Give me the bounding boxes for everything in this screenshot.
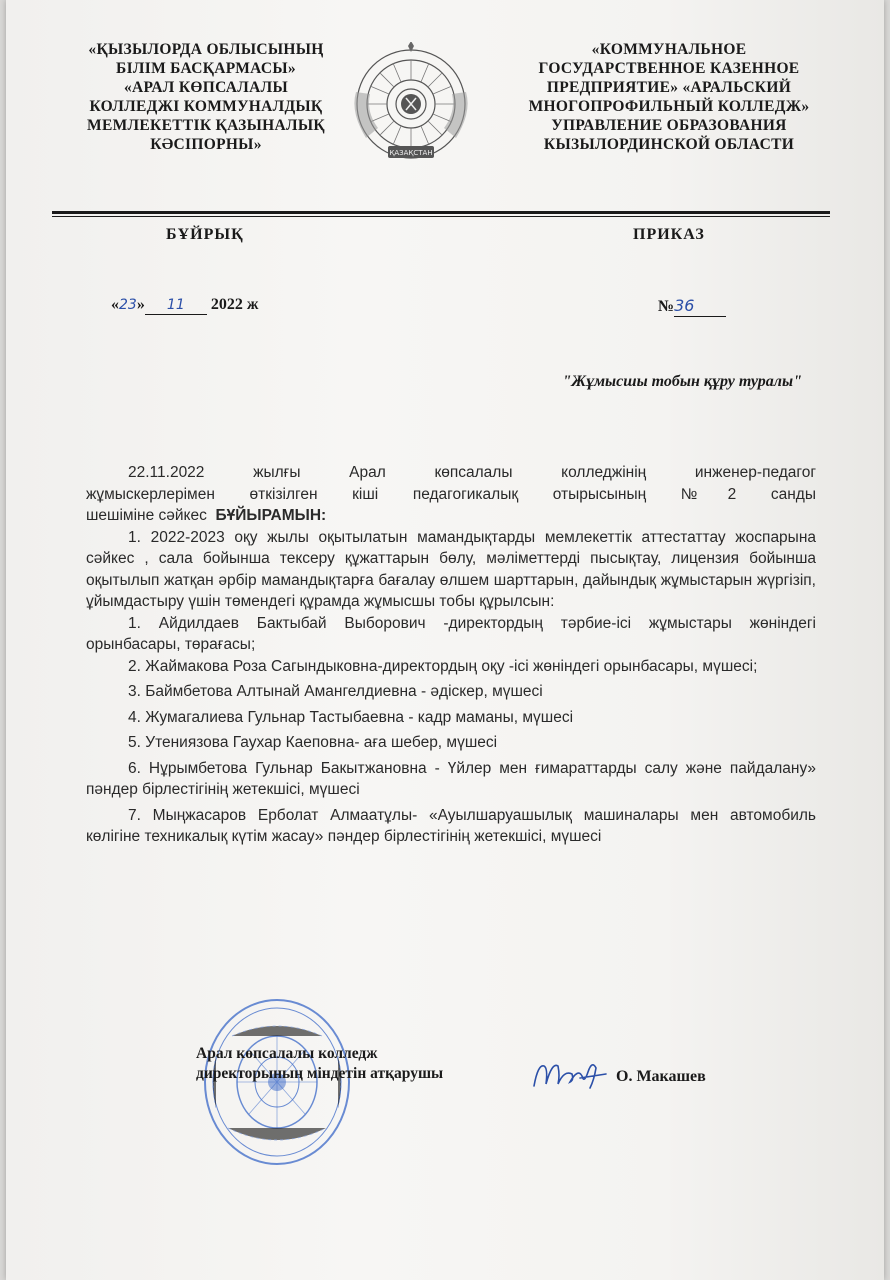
number-prefix: №: [658, 298, 675, 315]
header-russian: [494, 40, 844, 154]
header-ru-line: УПРАВЛЕНИЕ ОБРАЗОВАНИЯ: [551, 117, 787, 134]
date-day: 23: [119, 297, 137, 313]
header-ru-line: «КОММУНАЛЬНОЕ: [591, 41, 747, 58]
header-ru-line: ГОСУДАРСТВЕННОЕ КАЗЕННОЕ: [538, 60, 800, 77]
number-value: 36: [674, 296, 695, 315]
order-body: [86, 462, 816, 848]
doc-type-russian: ПРИКАЗ: [633, 226, 705, 243]
header-kz-line: МЕМЛЕКЕТТІК ҚАЗЫНАЛЫҚ: [87, 117, 325, 134]
date-year: 2022 ж: [210, 296, 259, 313]
signatory-line: Арал көпсалалы колледж: [196, 1045, 378, 1062]
member-item: 5. Утениязова Гаухар Каеповна- аға шебер, мүшесі: [128, 734, 498, 751]
member-item: 6. Нұрымбетова Гульнар Бакытжановна - Үйлер мен ғимараттарды салу және пайдалану» пәндер бірлестігінің жетекшісі, мүшесі: [86, 759, 816, 798]
document-page: [6, 0, 884, 1280]
date-month: 11: [166, 297, 185, 313]
header-kz-line: БІЛІМ БАСҚАРМАСЫ»: [116, 60, 296, 77]
header-ru-line: ПРЕДПРИЯТИЕ» «АРАЛЬСКИЙ: [546, 79, 792, 96]
header-kz-line: КӘСІПОРНЫ»: [150, 136, 262, 153]
emblem-label: ҚАЗАҚСТАН: [389, 149, 433, 157]
header-kazakh: [46, 40, 366, 154]
date-close-quote: »: [136, 296, 145, 313]
point-1: 1. 2022-2023 оқу жылы оқытылатын мамандықтарды мемлекеттік аттестаттау жоспарына сәйкес , сала бойынша тексеру құжаттарын бөлу, мәліметтерді пысықтау, лицензия бойынша оқытылып жатқан әрбір мамандықтарға бағалау өлшем шарттарын, дайындық жұмыстарын жүргізіп, ұйымдастыру үшін төмендегі құрамда жұмысшы тобы құрылсын:: [86, 528, 816, 610]
header-kz-line: «АРАЛ КӨПСАЛАЛЫ: [123, 79, 289, 96]
document-date: [111, 296, 258, 315]
header-ru-line: КЫЗЫЛОРДИНСКОЙ ОБЛАСТИ: [543, 136, 795, 153]
order-subject: "Жұмысшы тобын құру туралы": [562, 373, 802, 390]
member-item: 2. Жаймакова Роза Сагындыковна-директордың оқу -ісі жөніндегі орынбасары, мүшесі;: [128, 657, 758, 675]
intro-line-end: [86, 505, 816, 527]
signatory-line: директорының міндетін атқарушы: [196, 1065, 444, 1082]
intro-text: шешіміне сәйкес: [86, 507, 207, 524]
doc-type-kazakh: БҰЙРЫҚ: [166, 226, 244, 243]
header-kz-line: «ҚЫЗЫЛОРДА ОБЛЫСЫНЫҢ: [88, 41, 324, 58]
member-item: 3. Баймбетова Алтынай Амангелдиевна - әдіскер, мүшесі: [128, 683, 543, 700]
intro-line: 22.11.2022 жылғы Арал көпсалалы колледжінің инженер-педагог: [128, 464, 816, 481]
date-open-quote: «: [111, 296, 119, 313]
header-ru-line: МНОГОПРОФИЛЬНЫЙ КОЛЛЕДЖ»: [528, 98, 810, 115]
state-emblem-icon: [348, 42, 474, 172]
member-item: 1. Айдилдаев Бактыбай Выборович -директордың тәрбие-ісі жұмыстары жөніндегі орынбасары, төрағасы;: [86, 614, 816, 653]
document-number: [658, 296, 726, 317]
header-divider-thin: [52, 216, 830, 217]
member-item: 4. Жумагалиева Гульнар Тастыбаевна - кадр маманы, мүшесі: [128, 708, 574, 726]
handwritten-signature-icon: [530, 1054, 610, 1094]
header-divider-thick: [52, 211, 830, 214]
signatory-name: О. Макашев: [616, 1068, 706, 1085]
member-item: 7. Мыңжасаров Ерболат Алмаатұлы- «Ауылшаруашылық машиналары мен автомобиль көлігіне техникалық күтім жасау» пәндер бірлестігінің жетекшісі, мүшесі: [86, 806, 816, 845]
intro-line: жұмыскерлерімен өткізілген кіші педагогикалық отырысының №2 санды: [86, 485, 816, 503]
header-kz-line: КОЛЛЕДЖІ КОММУНАЛДЫҚ: [89, 98, 323, 115]
signatory-title: [196, 1044, 443, 1084]
order-verb: БҰЙЫРАМЫН:: [215, 507, 327, 524]
